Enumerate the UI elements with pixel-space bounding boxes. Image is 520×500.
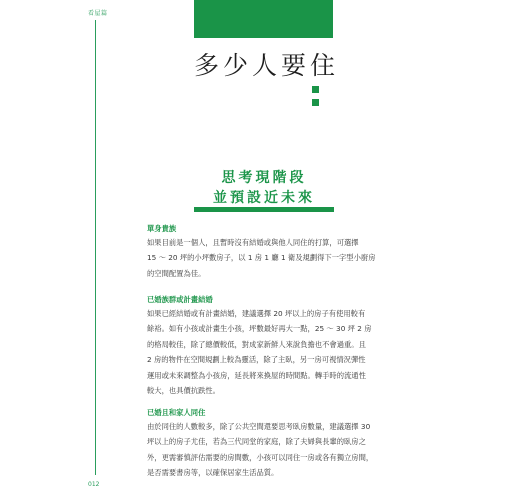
paragraph-line: 運用或未來調整為小孩房，延長將來換屋的時間點。轉手時的流通性 [147, 370, 366, 380]
paragraph-line: 是否需要書房等，以確保居家生活品質。 [147, 468, 279, 478]
section-subtitle: 已婚族群或計畫結婚 [147, 295, 213, 304]
paragraph-line: 2 房的物件在空間規劃上較為靈活，除了主臥，另一房可視情況彈性 [147, 355, 366, 365]
section-married [147, 294, 383, 398]
paragraph-line: 的空間配置為佳。 [147, 268, 206, 278]
paragraph-line: 如果已經結婚或有計畫結婚，建議選擇 20 坪以上的房子有使用較有 [147, 309, 366, 318]
paragraph-line: 如果目前是一個人，且暫時沒有結婚或與他人同住的打算，可選擇 [147, 238, 359, 247]
paragraph-line: 外，更需審慎評估需要的房間數，小孩可以同住一房或各有獨立房間， [147, 452, 374, 462]
paragraph-line: 15 ～ 20 坪的小坪數房子，以 1 房 1 廳 1 衛及規劃得下一字型小廚房 [147, 253, 376, 263]
paragraph-line: 餘裕。如有小孩或計畫生小孩，坪數最好再大一點，25 ～ 30 坪 2 房 [147, 324, 372, 334]
paragraph-line: 的格局較佳，除了總價較低，對成家新鮮人來說負擔也不會過重。且 [147, 339, 366, 349]
decorative-square [312, 99, 319, 106]
section-label: 看屋篇 [88, 10, 108, 17]
paragraph-line: 較大，也具價抗跌性。 [147, 385, 220, 395]
section-family [147, 407, 383, 481]
section-subtitle: 已婚且和家人同住 [147, 408, 206, 417]
heading-underline-bar [194, 207, 334, 212]
decorative-square [312, 86, 319, 93]
section-single [147, 223, 383, 281]
page-title: 多少人要住 [194, 51, 340, 80]
title-color-block [194, 0, 333, 38]
section-subtitle: 單身貴族 [147, 224, 177, 233]
page-number: 012 [88, 481, 100, 488]
paragraph-line: 由於同住的人數較多，除了公共空間還要思考臥房數量，建議選擇 30 [147, 422, 371, 431]
heading-line-1: 思考現階段 [221, 170, 307, 186]
sidebar-divider [95, 20, 96, 475]
paragraph-line: 坪以上的房子尤佳，若為三代同堂的家庭，除了夫婦與長輩的臥房之 [147, 437, 366, 447]
heading-line-2: 並預設近未來 [213, 190, 315, 206]
